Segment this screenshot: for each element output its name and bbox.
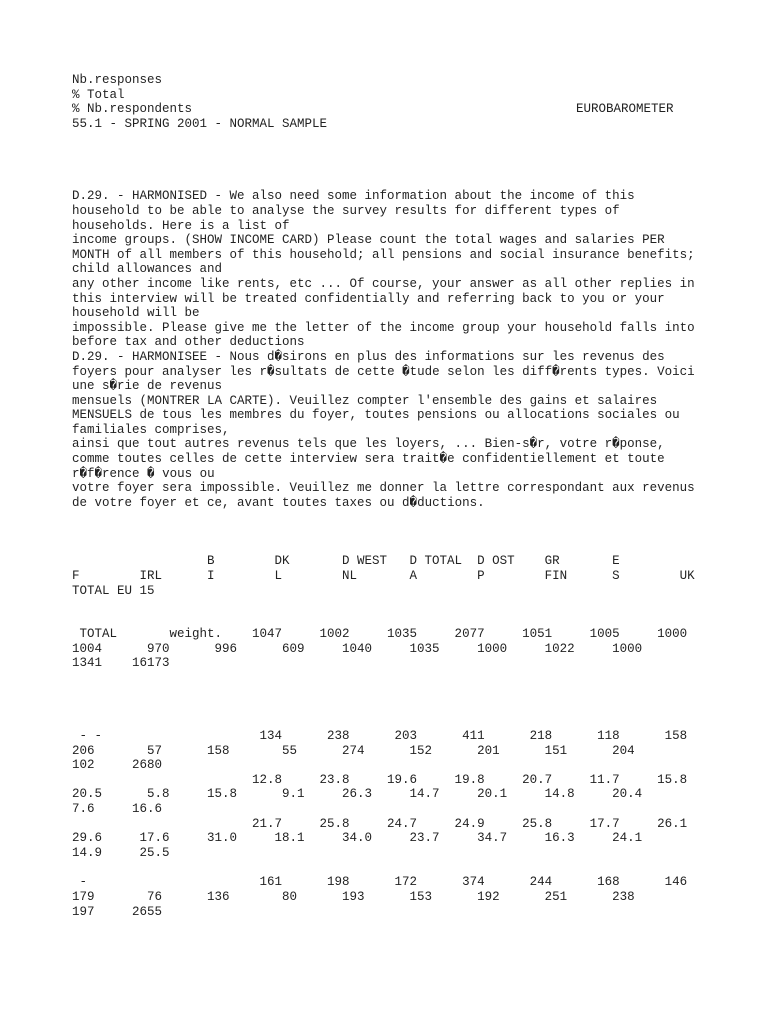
question-en-line: MONTH of all members of this household; all pensions and social insurance benefits; [72, 247, 695, 262]
header-line-percent-total: % Total [72, 87, 125, 102]
question-fr-line: familiales comprises, [72, 422, 230, 437]
table-column-header [72, 554, 712, 598]
table-row-line: 7.6 16.6 [72, 801, 163, 816]
question-fr-line: une s�rie de revenus [72, 379, 223, 394]
question-fr-line: ainsi que tout autres revenus tels que les loyers, ... Bien-s�r, votre r�ponse, [72, 437, 665, 452]
table-row-line: - - 134 238 203 411 218 118 158 [72, 729, 688, 743]
table-header-line: F IRL I L NL A P FIN S UK [72, 569, 695, 584]
table-row-line: - 161 198 172 374 244 168 146 [72, 875, 688, 890]
results-table [72, 554, 712, 919]
question-en-line: child allowances and [72, 262, 223, 277]
question-fr-line: r�f�rence � vous ou [72, 466, 215, 481]
question-en-line: households. Here is a list of [72, 218, 290, 233]
table-row-line: 21.7 25.8 24.7 24.9 25.8 17.7 26.1 [72, 816, 688, 831]
table-row-total-weight [72, 627, 712, 671]
question-en-line: household to be able to analyse the survey results for different types of [72, 203, 620, 218]
question-text-english [72, 189, 712, 350]
question-text-french [72, 350, 712, 511]
question-en-line: D.29. - HARMONISED - We also need some information about the income of this [72, 189, 635, 204]
document-page [72, 73, 712, 919]
table-row-income-group-2 [72, 875, 712, 919]
table-header-line: B DK D WEST D TOTAL D OST GR E [72, 554, 620, 569]
question-en-line: any other income like rents, etc ... Of course, your answer as all other replies in [72, 276, 695, 291]
table-row-line: 29.6 17.6 31.0 18.1 34.0 23.7 34.7 16.3 24.1 [72, 831, 643, 846]
table-row-income-group-1 [72, 729, 712, 860]
question-en-line: impossible. Please give me the letter of the income group your household falls into [72, 320, 695, 335]
table-row-line: 102 2680 [72, 758, 163, 773]
table-row-line: 20.5 5.8 15.8 9.1 26.3 14.7 20.1 14.8 20.4 [72, 787, 643, 802]
table-row-line: 12.8 23.8 19.6 19.8 20.7 11.7 15.8 [72, 772, 688, 787]
table-header-line: TOTAL EU 15 [72, 583, 155, 598]
question-fr-line: votre foyer sera impossible. Veuillez me donner la lettre correspondant aux revenus [72, 481, 695, 496]
question-fr-line: de votre foyer et ce, avant toutes taxes ou d�ductions. [72, 495, 485, 510]
question-en-line: income groups. (SHOW INCOME CARD) Please count the total wages and salaries PER [72, 233, 665, 248]
question-en-line: this interview will be treated confidentially and referring back to you or your [72, 291, 665, 306]
header-line-survey: 55.1 - SPRING 2001 - NORMAL SAMPLE [72, 116, 328, 131]
table-row-line: 14.9 25.5 [72, 845, 170, 860]
header-line-percent-respondents: % Nb.respondents [72, 102, 193, 117]
question-fr-line: comme toutes celles de cette interview sera trait�e confidentiellement et toute [72, 452, 665, 467]
question-fr-line: mensuels (MONTRER LA CARTE). Veuillez compter l'ensemble des gains et salaires [72, 393, 658, 408]
question-fr-line: MENSUELS de tous les membres du foyer, toutes pensions ou allocations sociales ou [72, 408, 680, 423]
question-en-line: before tax and other deductions [72, 335, 305, 350]
question-fr-line: D.29. - HARMONISEE - Nous d�sirons en plus des informations sur les revenus des [72, 349, 665, 364]
header-line-nb-responses: Nb.responses [72, 73, 163, 87]
question-fr-line: foyers pour analyser les r�sultats de cette �tude selon les diff�rents types. Voici [72, 364, 695, 379]
table-row-line: 1341 16173 [72, 656, 170, 671]
table-row-line: 197 2655 [72, 904, 163, 919]
report-header [72, 73, 712, 131]
table-row-line: 1004 970 996 609 1040 1035 1000 1022 1000 [72, 641, 643, 656]
table-row-line: 179 76 136 80 193 153 192 251 238 [72, 889, 635, 904]
table-row-line: 206 57 158 55 274 152 201 151 204 [72, 743, 635, 758]
table-row-line: TOTAL weight. 1047 1002 1035 2077 1051 1005 1000 [72, 627, 688, 642]
question-en-line: household will be [72, 306, 200, 321]
header-eurobarometer: EUROBAROMETER [576, 102, 674, 116]
